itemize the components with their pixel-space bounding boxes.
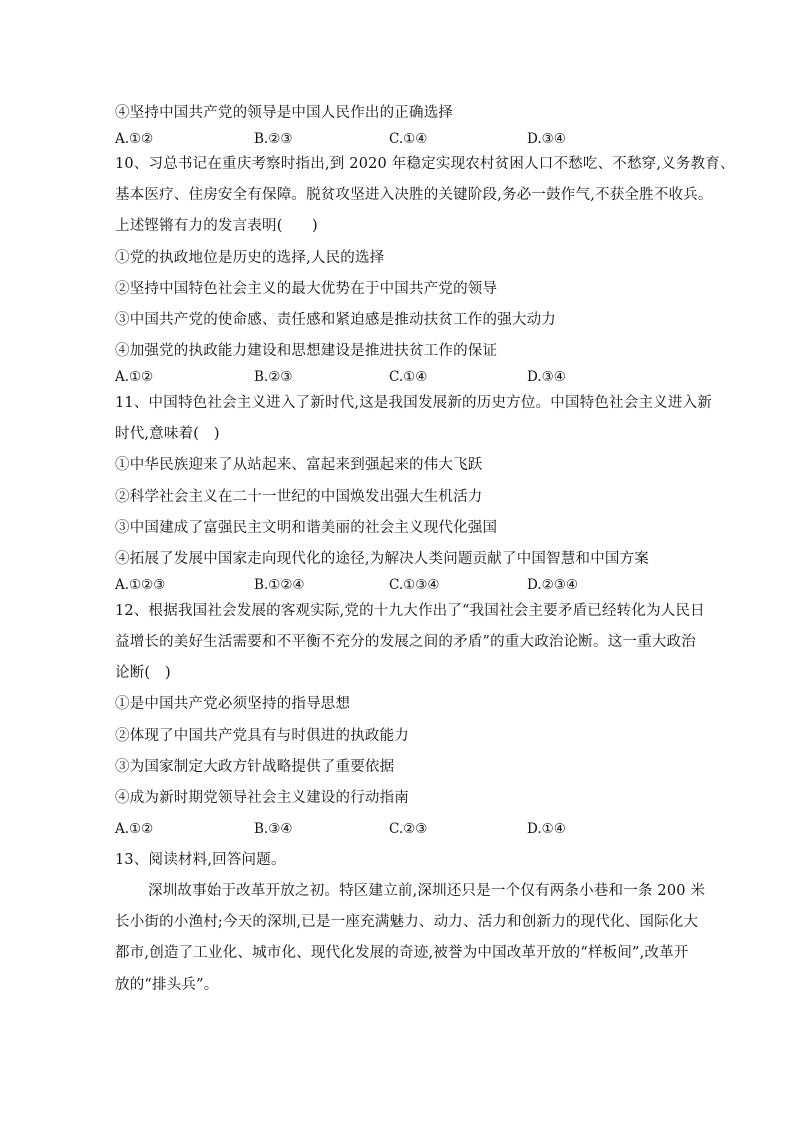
q13-material-line-2: 长小街的小渔村;今天的深圳,已是一座充满魅力、动力、活力和创新力的现代化、国际化大 [115, 914, 699, 930]
q12-stem-line-3: 论断( ) [115, 665, 171, 681]
q11-item-2: ②科学社会主义在二十一世纪的中国焕发出强大生机活力 [115, 489, 483, 505]
q10-item-3: ③中国共产党的使命感、责任感和紧迫感是推动扶贫工作的强大动力 [115, 312, 556, 328]
q10-option-d: D.③④ [527, 369, 566, 385]
q11-option-b: B.①②④ [254, 577, 305, 593]
q9-option-b: B.②③ [254, 131, 293, 147]
q13-stem: 13、阅读材料,回答问题。 [115, 852, 286, 868]
q13-material-line-1: 深圳故事始于改革开放之初。特区建立前,深圳还只是一个仅有两条小巷和一条 200 米 [148, 883, 706, 899]
q13-material-line-3: 都市,创造了工业化、城市化、现代化发展的奇迹,被誉为中国改革开放的“样板间”,改革开 [115, 945, 689, 961]
q9-option-a: A.①② [115, 131, 154, 147]
q12-item-1: ①是中国共产党必须坚持的指导思想 [115, 696, 351, 712]
q11-stem-line-2: 时代,意味着( ) [115, 426, 220, 442]
q13-material-line-4: 放的“排头兵”。 [115, 977, 219, 993]
q12-option-d: D.①④ [527, 821, 566, 837]
q11-options [115, 575, 675, 595]
q12-option-c: C.②③ [389, 821, 428, 837]
q10-option-a: A.①② [115, 369, 154, 385]
q11-item-1: ①中华民族迎来了从站起来、富起来到强起来的伟大飞跃 [115, 457, 483, 473]
q9-item-4: ④坚持中国共产党的领导是中国人民作出的正确选择 [115, 105, 454, 121]
q12-item-4: ④成为新时期党领导社会主义建设的行动指南 [115, 790, 409, 806]
q12-item-2: ②体现了中国共产党具有与时俱进的执政能力 [115, 728, 409, 744]
q10-stem-line-2: 基本医疗、住房安全有保障。脱贫攻坚进入决胜的关键阶段,务必一鼓作气,不获全胜不收兵。 [115, 187, 713, 203]
q10-item-4: ④加强党的执政能力建设和思想建设是推进扶贫工作的保证 [115, 343, 498, 359]
q12-option-a: A.①② [115, 821, 154, 837]
q10-item-2: ②坚持中国特色社会主义的最大优势在于中国共产党的领导 [115, 281, 498, 297]
q12-item-3: ③为国家制定大政方针战略提供了重要依据 [115, 759, 395, 775]
q12-options [115, 819, 675, 839]
q12-option-b: B.③④ [254, 821, 293, 837]
q10-option-b: B.②③ [254, 369, 293, 385]
q11-option-c: C.①③④ [389, 577, 440, 593]
q9-option-d: D.③④ [527, 131, 566, 147]
q12-stem-line-2: 益增长的美好生活需要和不平衡不充分的发展之间的矛盾”的重大政治论断。这一重大政治 [115, 634, 696, 650]
q10-item-1: ①党的执政地位是历史的选择,人民的选择 [115, 250, 385, 266]
q11-item-4: ④拓展了发展中国家走向现代化的途径,为解决人类问题贡献了中国智慧和中国方案 [115, 551, 650, 567]
q11-option-d: D.②③④ [527, 577, 578, 593]
q11-stem-line-1: 11、中国特色社会主义进入了新时代,这是我国发展新的历史方位。中国特色社会主义进入新 [115, 395, 712, 411]
q9-option-c: C.①④ [389, 131, 428, 147]
q10-stem-line-1: 10、习总书记在重庆考察时指出,到 2020 年稳定实现农村贫困人口不愁吃、不愁穿,义务教育、 [115, 156, 735, 172]
q11-item-3: ③中国建成了富强民主文明和谐美丽的社会主义现代化强国 [115, 520, 498, 536]
q10-stem-line-3: 上述铿锵有力的发言表明( ) [115, 218, 318, 234]
q11-option-a: A.①②③ [115, 577, 166, 593]
q9-options [115, 129, 675, 149]
q10-options [115, 367, 675, 387]
q10-option-c: C.①④ [389, 369, 428, 385]
q12-stem-line-1: 12、根据我国社会发展的客观实际,党的十九大作出了“我国社会主要矛盾已经转化为人民日 [115, 603, 705, 619]
